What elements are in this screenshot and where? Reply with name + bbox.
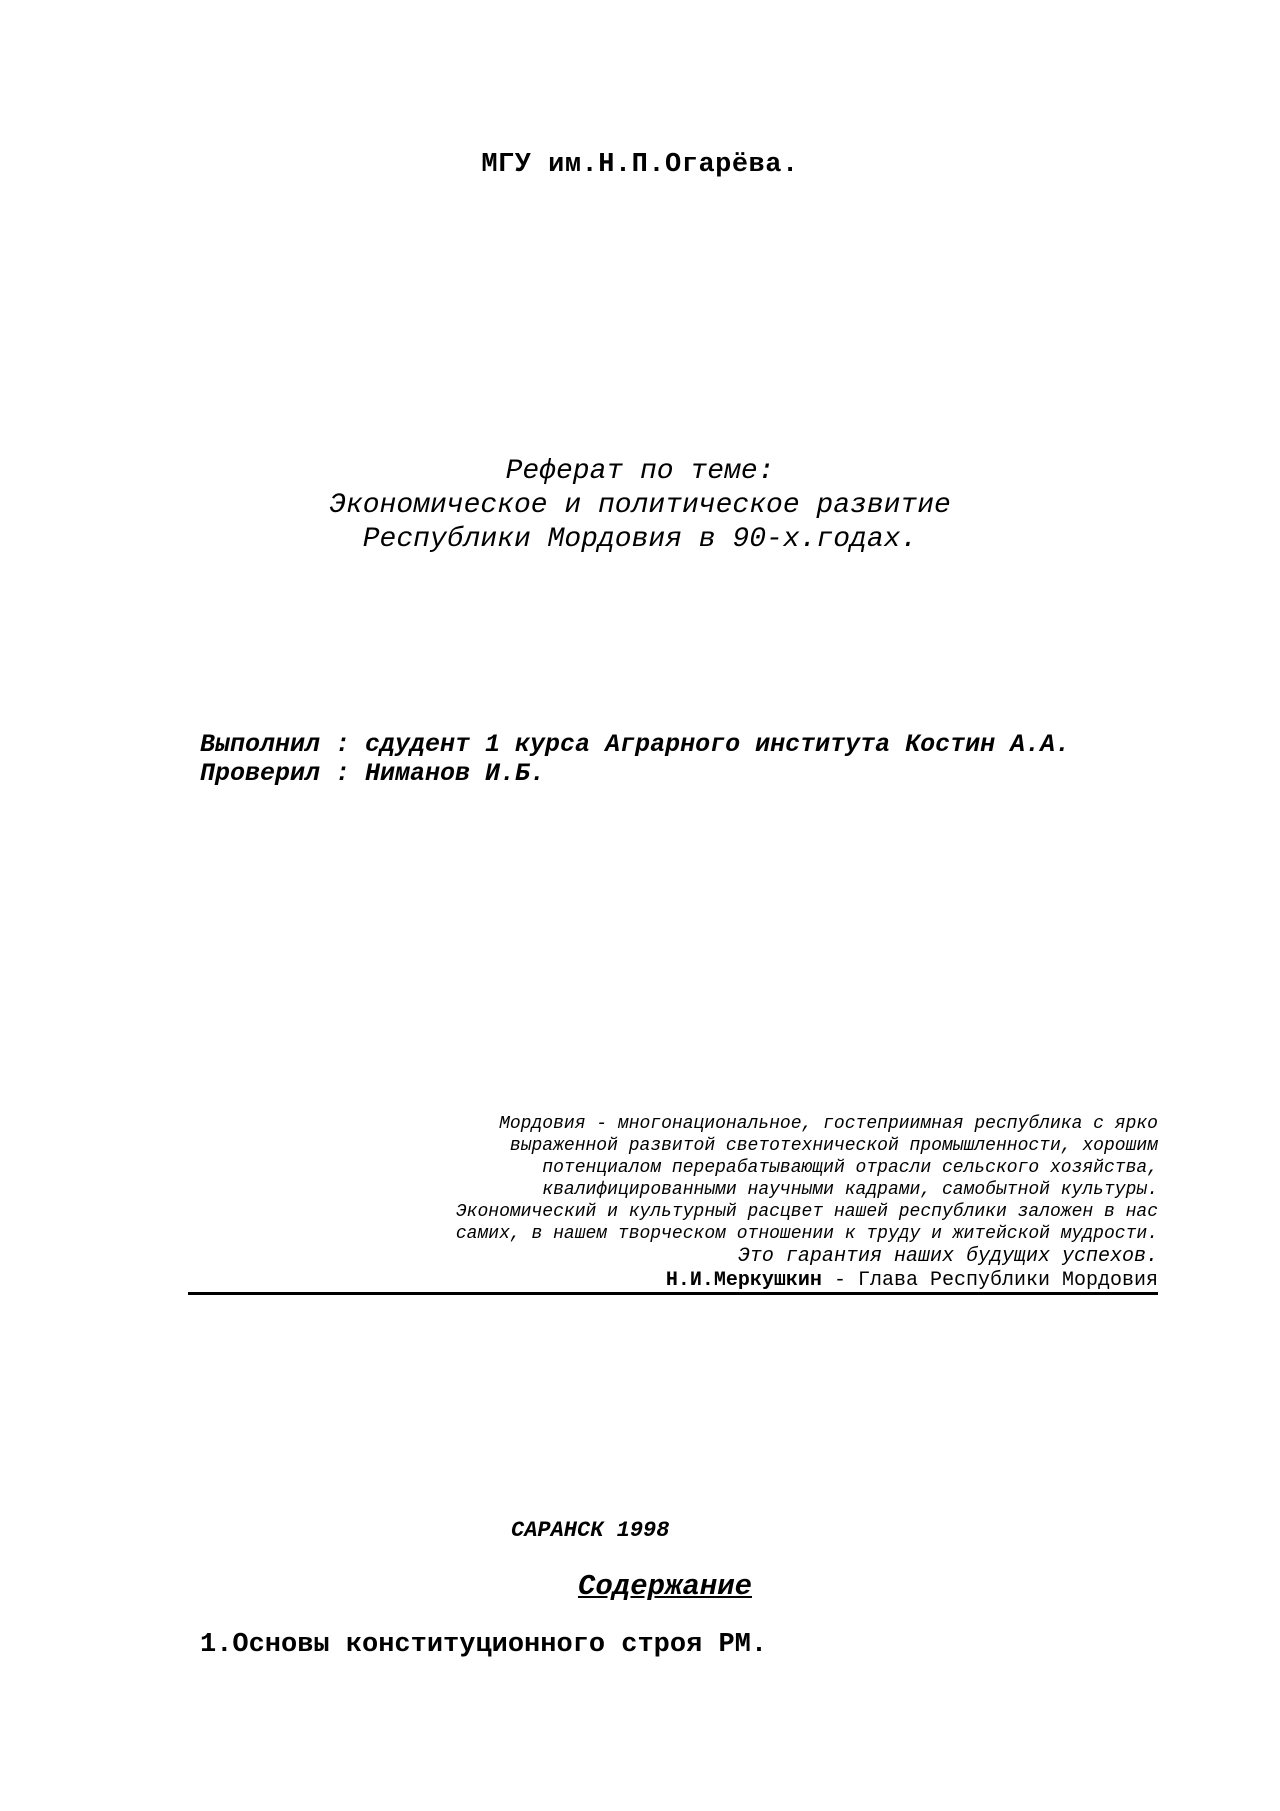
epigraph-line-5: Экономический и культурный расцвет нашей республики заложен в нас [455, 1202, 1158, 1222]
epigraph-closing-line: Это гарантия наших будущих успехов. [737, 1245, 1158, 1268]
topic-line-1: Реферат по теме: [505, 456, 775, 487]
epigraph-line-2: выраженной развитой светотехнической промышленности, хорошим [509, 1136, 1158, 1156]
toc-item-1: 1.Основы конституционного строя РМ. [200, 1630, 768, 1660]
epigraph-line-6: самих, в нашем творческом отношении к труду и житейской мудрости. [455, 1224, 1158, 1244]
city-year: САРАНСК 1998 [511, 1518, 670, 1543]
epigraph-author-title: - Глава Республики Мордовия [821, 1269, 1158, 1292]
checked-by: Проверил : Ниманов И.Б. [200, 759, 546, 788]
essay-topic [0, 455, 1280, 557]
credits-block [200, 730, 1070, 788]
epigraph-line-3: потенциалом перерабатывающий отрасли сельского хозяйства, [542, 1158, 1158, 1178]
topic-line-3: Республики Мордовия в 90-х.годах. [362, 524, 918, 555]
topic-line-2: Экономическое и политическое развитие [329, 490, 951, 521]
epigraph-author-name: Н.И.Меркушкин [665, 1269, 822, 1292]
epigraph-line-1: Мордовия - многонациональное, гостеприимная республика с ярко [499, 1114, 1158, 1134]
epigraph-divider [188, 1292, 1158, 1295]
epigraph-line-4: квалифицированными научными кадрами, самобытной культуры. [542, 1180, 1158, 1200]
university-name: МГУ им.Н.П.Огарёва. [481, 150, 799, 180]
performed-by: Выполнил : сдудент 1 курса Аграрного института Костин А.А. [200, 730, 1071, 759]
epigraph [188, 1113, 1158, 1293]
epigraph-author [188, 1269, 1158, 1293]
toc-heading: Содержание [577, 1570, 753, 1603]
